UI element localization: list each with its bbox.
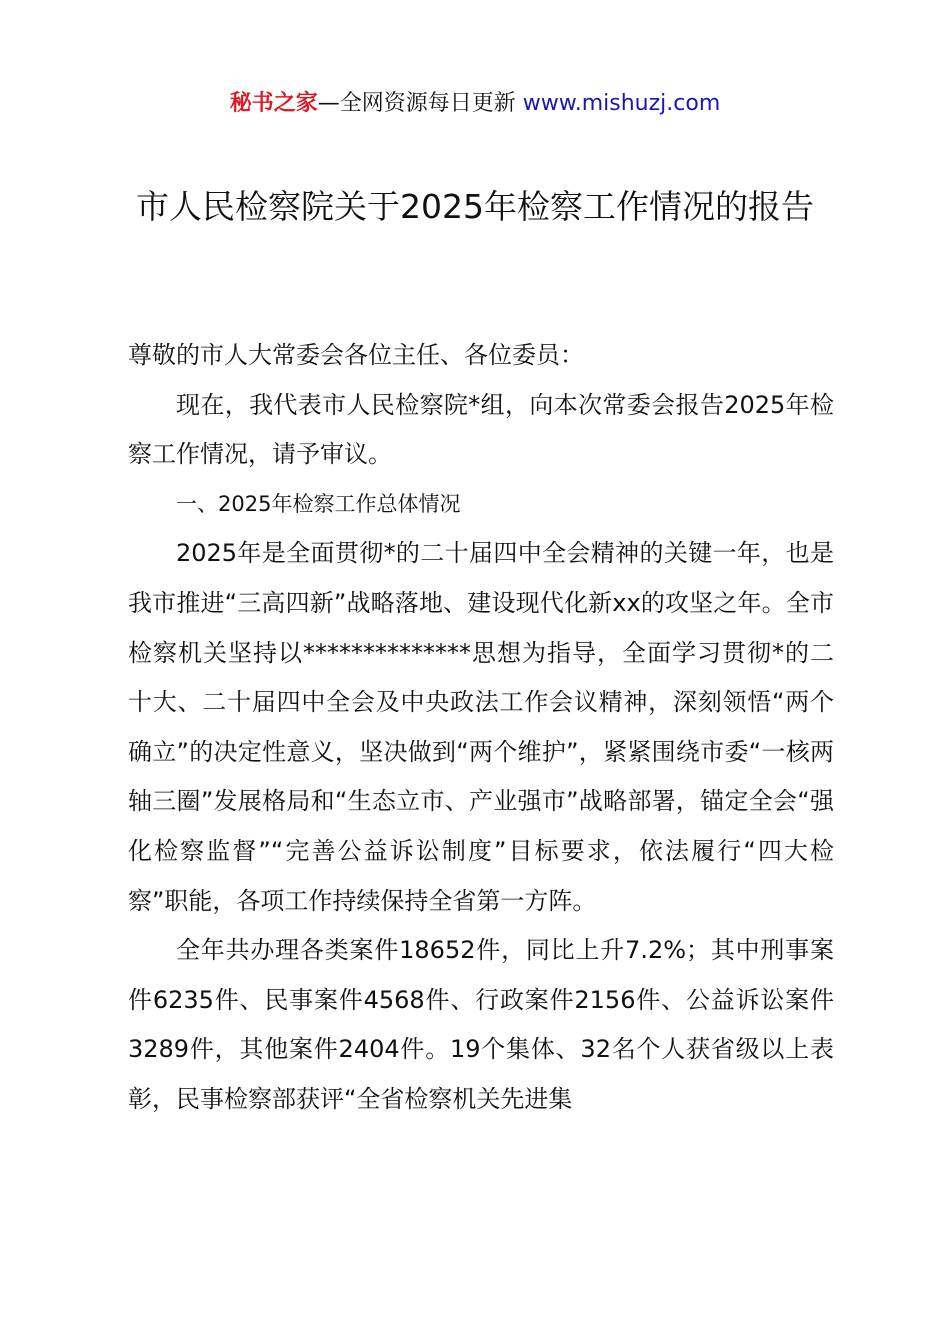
salutation: 尊敬的市人大常委会各位主任、各位委员： <box>128 341 584 369</box>
document-body <box>128 331 834 1125</box>
site-url-link[interactable]: www.mishuzj.com <box>522 91 721 116</box>
section-heading-1: 一、2025年检察工作总体情况 <box>176 491 461 516</box>
header-tagline: —全网资源每日更新 <box>317 91 523 116</box>
brand-name: 秘书之家 <box>229 91 318 116</box>
body-paragraph-2: 全年共办理各类案件18652件，同比上升7.2%；其中刑事案件6235件、民事案件4568件、行政案件2156件、公益诉讼案件3289件，其他案件2404件。19个集体、32名个人获省级以上表彰，民事检察部获评“全省检察机关先进集 <box>128 936 834 1113</box>
document-title: 市人民检察院关于2025年检察工作情况的报告 <box>136 187 814 226</box>
body-paragraph-1: 2025年是全面贯彻*的二十届四中全会精神的关键一年，也是我市推进“三高四新”战略落地、建设现代化新xx的攻坚之年。全市检察机关坚持以**************思想为指导，全面学习贯彻*的二十大、二十届四中全会及中央政法工作会议精神，深刻领悟“两个确立”的决定性意义，坚决做到“两个维护”，紧紧围绕市委“一核两轴三圈”发展格局和“生态立市、产业强市”战略部署，锚定全会“强化检察监督”“完善公益诉讼制度”目标要求，依法履行“四大检察”职能，各项工作持续保持全省第一方阵。 <box>128 539 834 915</box>
intro-paragraph: 现在，我代表市人民检察院*组，向本次常委会报告2025年检察工作情况，请予审议。 <box>128 390 834 469</box>
header-banner <box>0 88 950 120</box>
